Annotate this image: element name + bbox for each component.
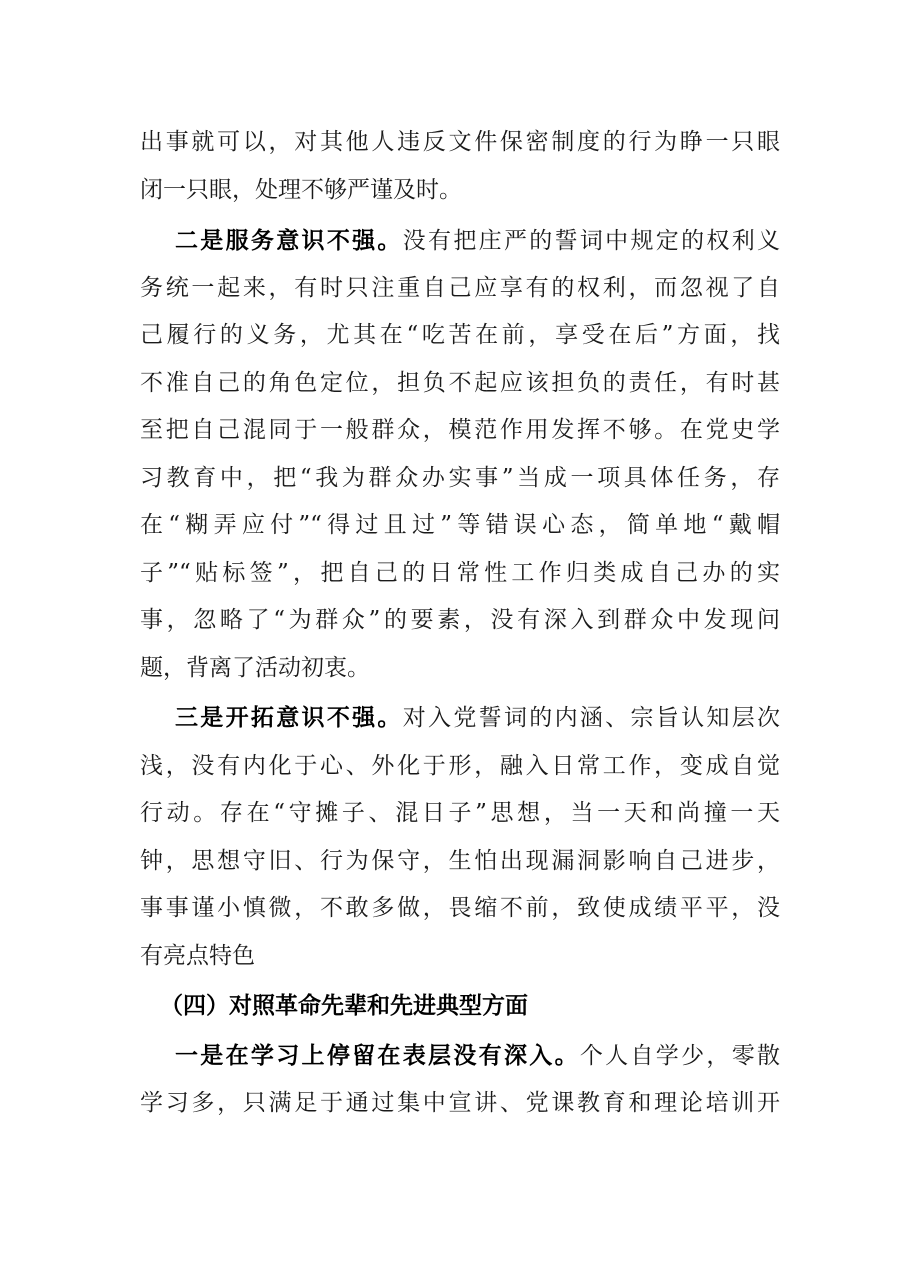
text-line: 己履行的义务，尤其在“吃苦在前，享受在后”方面，找	[140, 322, 780, 348]
section-heading: （四）对照革命先辈和先进典型方面	[160, 993, 528, 1019]
paragraph-text: 没有把庄严的誓词中规定的权利义	[402, 228, 781, 254]
text-line: 行动。存在“守摊子、混日子”思想，当一天和尚撞一天	[140, 800, 780, 826]
text-line: 务统一起来，有时只注重自己应享有的权利，而忽视了自	[140, 275, 780, 301]
text-line: 钟，思想守旧、行为保守，生怕出现漏洞影响自己进步，	[140, 848, 780, 874]
text-line: 不准自己的角色定位，担负不起应该担负的责任，有时甚	[140, 370, 780, 396]
paragraph-lead: 二是服务意识不强。	[175, 228, 403, 254]
text-line: 浅，没有内化于心、外化于形，融入日常工作，变成自觉	[140, 753, 780, 779]
paragraph-service-first-line	[175, 226, 780, 256]
paragraph-pioneer-first-line	[175, 703, 780, 733]
text-line: 至把自己混同于一般群众，模范作用发挥不够。在党史学	[140, 417, 780, 443]
text-line: 习教育中，把“我为群众办实事”当成一项具体任务，存	[140, 465, 780, 491]
text-line: 学习多，只满足于通过集中宣讲、党课教育和理论培训开	[140, 1090, 780, 1116]
text-line: 事事谨小慎微，不敢多做，畏缩不前，致使成绩平平，没	[140, 895, 780, 921]
text-line: 出事就可以，对其他人违反文件保密制度的行为睁一只眼	[140, 129, 780, 155]
paragraph-study-first-line	[175, 1041, 780, 1071]
text-line: 有亮点特色	[140, 943, 255, 969]
text-line: 子”“贴标签”，把自己的日常性工作归类成自己办的实	[140, 560, 780, 586]
paragraph-lead: 一是在学习上停留在表层没有深入。	[175, 1043, 580, 1069]
paragraph-lead: 三是开拓意识不强。	[175, 705, 403, 731]
paragraph-text: 个人自学少，零散	[579, 1043, 781, 1069]
text-line: 在“糊弄应付”“得过且过”等错误心态，简单地“戴帽	[140, 512, 780, 538]
text-line: 事，忽略了“为群众”的要素，没有深入到群众中发现问	[140, 607, 780, 633]
text-line: 闭一只眼，处理不够严谨及时。	[140, 177, 462, 203]
paragraph-text: 对入党誓词的内涵、宗旨认知层次	[402, 705, 781, 731]
text-line: 题，背离了活动初衷。	[140, 655, 370, 681]
